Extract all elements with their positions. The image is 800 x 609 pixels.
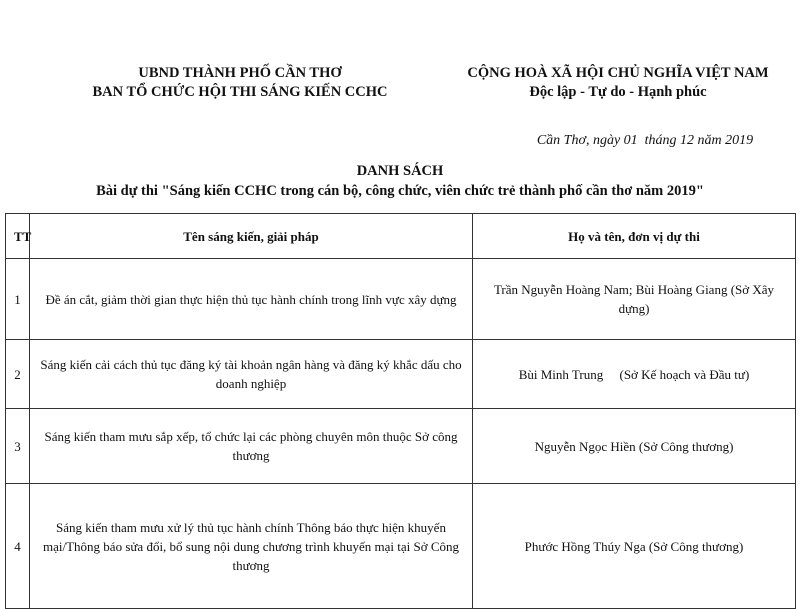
document-title: DANH SÁCH: [356, 163, 444, 179]
cell-tt: 2: [6, 340, 30, 409]
cell-author: Nguyễn Ngọc Hiền (Sở Công thương): [473, 409, 796, 484]
table-header-row: [6, 214, 796, 259]
cell-tt: 4: [6, 484, 30, 609]
entries-table: [5, 213, 796, 609]
document-subtitle: Bài dự thi "Sáng kiến CCHC trong cán bộ, công chức, viên chức trẻ thành phố cần thơ năm 2019": [96, 183, 704, 199]
cell-tt: 3: [6, 409, 30, 484]
national-motto: Độc lập - Tự do - Hạnh phúc: [529, 84, 707, 100]
cell-name: Sáng kiến tham mưu sắp xếp, tổ chức lại các phòng chuyên môn thuộc Sở công thương: [30, 409, 473, 484]
header-name: Tên sáng kiến, giải pháp: [30, 214, 473, 259]
cell-name: Đề án cắt, giảm thời gian thực hiện thủ tục hành chính trong lĩnh vực xây dựng: [30, 259, 473, 340]
agency-line-2: BAN TỔ CHỨC HỘI THI SÁNG KIẾN CCHC: [92, 84, 388, 100]
header-tt: TT: [6, 214, 30, 259]
national-motto-block: [448, 64, 788, 102]
cell-author: Bùi Minh Trung (Sở Kế hoạch và Đầu tư): [473, 340, 796, 409]
agency-line-1: UBND THÀNH PHỐ CẦN THƠ: [138, 65, 342, 81]
issuing-agency-block: [40, 64, 440, 102]
document-title-block: [0, 161, 800, 201]
national-title: CỘNG HOÀ XÃ HỘI CHỦ NGHĨA VIỆT NAM: [467, 65, 769, 81]
cell-name: Sáng kiến tham mưu xử lý thủ tục hành chính Thông báo thực hiện khuyến mại/Thông báo sửa đổi, bổ sung nội dung chương trình khuyến mại tại Sở Công thương: [30, 484, 473, 609]
cell-name: Sáng kiến cải cách thủ tục đăng ký tài khoản ngân hàng và đăng ký khắc dấu cho doanh nghiệp: [30, 340, 473, 409]
cell-tt: 1: [6, 259, 30, 340]
table-row: [6, 259, 796, 340]
cell-author: Trần Nguyễn Hoàng Nam; Bùi Hoàng Giang (Sở Xây dựng): [473, 259, 796, 340]
table-row: [6, 484, 796, 609]
table-row: [6, 340, 796, 409]
date-line: Cần Thơ, ngày 01 tháng 12 năm 2019: [536, 133, 754, 148]
cell-author: Phước Hồng Thúy Nga (Sở Công thương): [473, 484, 796, 609]
table-row: [6, 409, 796, 484]
header-author: Họ và tên, đơn vị dự thi: [473, 214, 796, 259]
